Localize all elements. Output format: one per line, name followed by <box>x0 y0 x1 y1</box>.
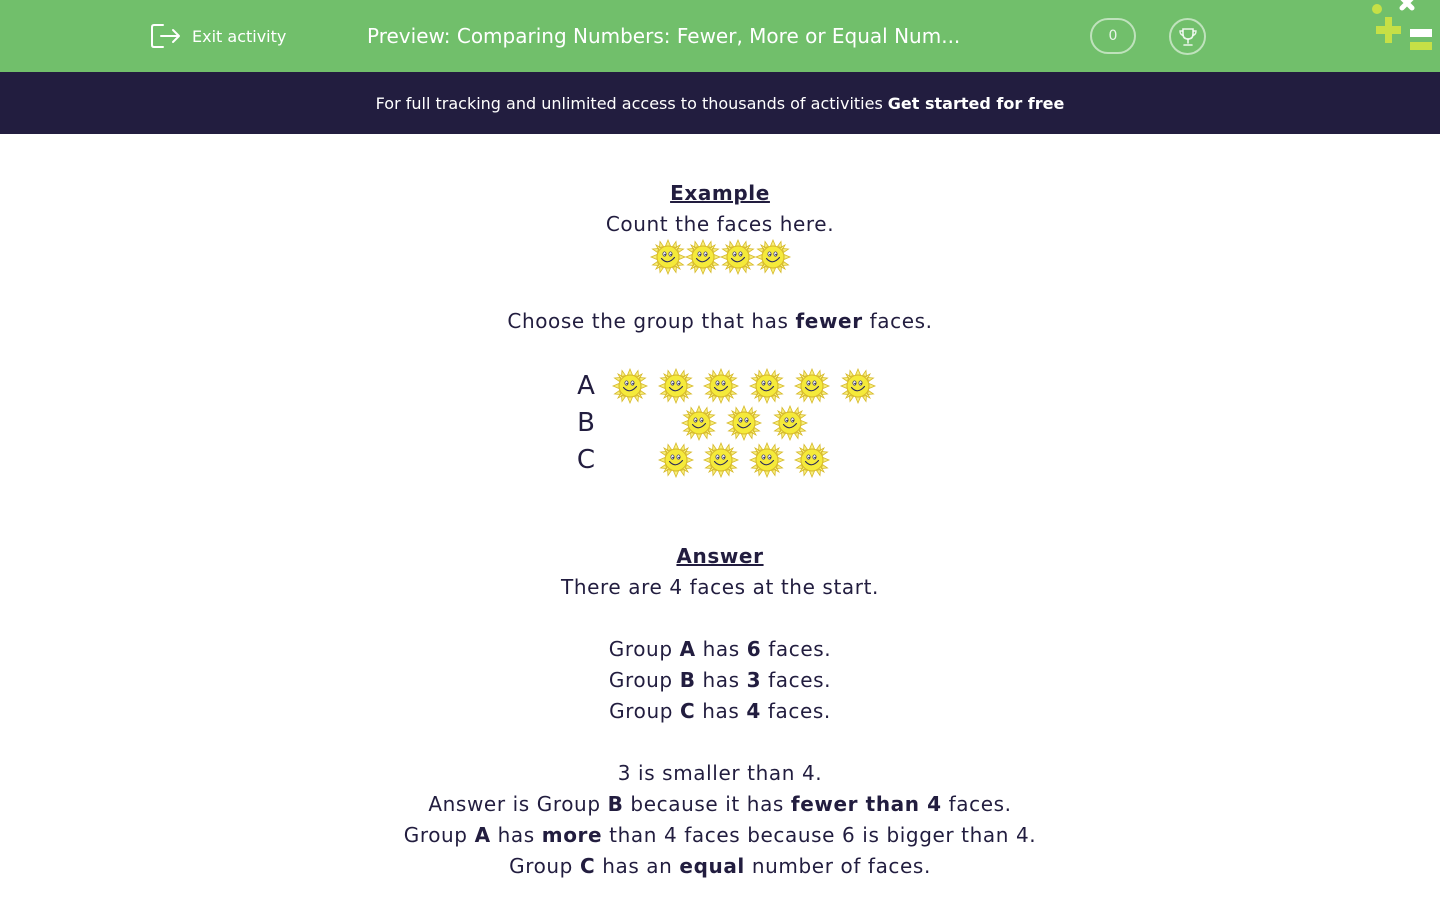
sun-face-icon <box>749 368 785 404</box>
sun-face-icon <box>794 368 830 404</box>
score-counter: 0 <box>1090 18 1136 54</box>
sun-face-icon <box>658 368 694 404</box>
group-label-b: B <box>577 408 595 438</box>
sun-face-icon <box>749 442 785 478</box>
answer-comparison: 3 is smaller than 4. <box>617 761 823 785</box>
sun-face-icon <box>726 405 762 441</box>
exit-activity-button[interactable] <box>150 22 286 50</box>
exit-activity-label: Exit activity <box>192 26 287 46</box>
answer-group-c-line: Group C has 4 faces. <box>609 699 831 723</box>
top-bar <box>0 0 1440 72</box>
sun-face-icon <box>650 239 686 275</box>
sun-face-icon <box>755 239 791 275</box>
sun-face-icon <box>685 239 721 275</box>
sun-face-icon <box>794 442 830 478</box>
answer-group-b-line: Group B has 3 faces. <box>608 668 832 692</box>
get-started-link[interactable]: Get started for free <box>887 93 1065 113</box>
question-text: Choose the group that has fewer faces. <box>507 309 933 333</box>
sun-face-icon <box>840 368 876 404</box>
sun-face-icon <box>703 442 739 478</box>
answer-conclusion-c: Group C has an equal number of faces. <box>509 854 931 878</box>
sun-face-icon <box>681 405 717 441</box>
answer-intro: There are 4 faces at the start. <box>561 575 879 599</box>
logo-icon <box>1364 0 1440 58</box>
promo-banner <box>0 72 1440 134</box>
trophy-button[interactable] <box>1169 18 1206 55</box>
sun-face-icon <box>612 368 648 404</box>
sun-face-icon <box>720 239 756 275</box>
answer-group-a-line: Group A has 6 faces. <box>608 637 832 661</box>
page-title: Preview: Comparing Numbers: Fewer, More or Equal Num... <box>367 24 961 48</box>
group-label-a: A <box>577 371 595 401</box>
sun-face-icon <box>658 442 694 478</box>
sun-face-icon <box>703 368 739 404</box>
exit-icon <box>150 22 182 50</box>
promo-text: For full tracking and unlimited access to thousands of activities <box>375 93 883 113</box>
answer-heading: Answer <box>676 544 764 568</box>
sun-face-icon <box>772 405 808 441</box>
example-heading: Example <box>670 181 770 205</box>
answer-conclusion-b: Answer is Group B because it has fewer than 4 faces. <box>428 792 1012 816</box>
example-instruction: Count the faces here. <box>605 212 835 236</box>
trophy-icon <box>1177 26 1199 48</box>
answer-conclusion-a: Group A has more than 4 faces because 6 is bigger than 4. <box>403 823 1037 847</box>
group-label-c: C <box>576 445 596 475</box>
activity-content <box>0 134 1440 900</box>
